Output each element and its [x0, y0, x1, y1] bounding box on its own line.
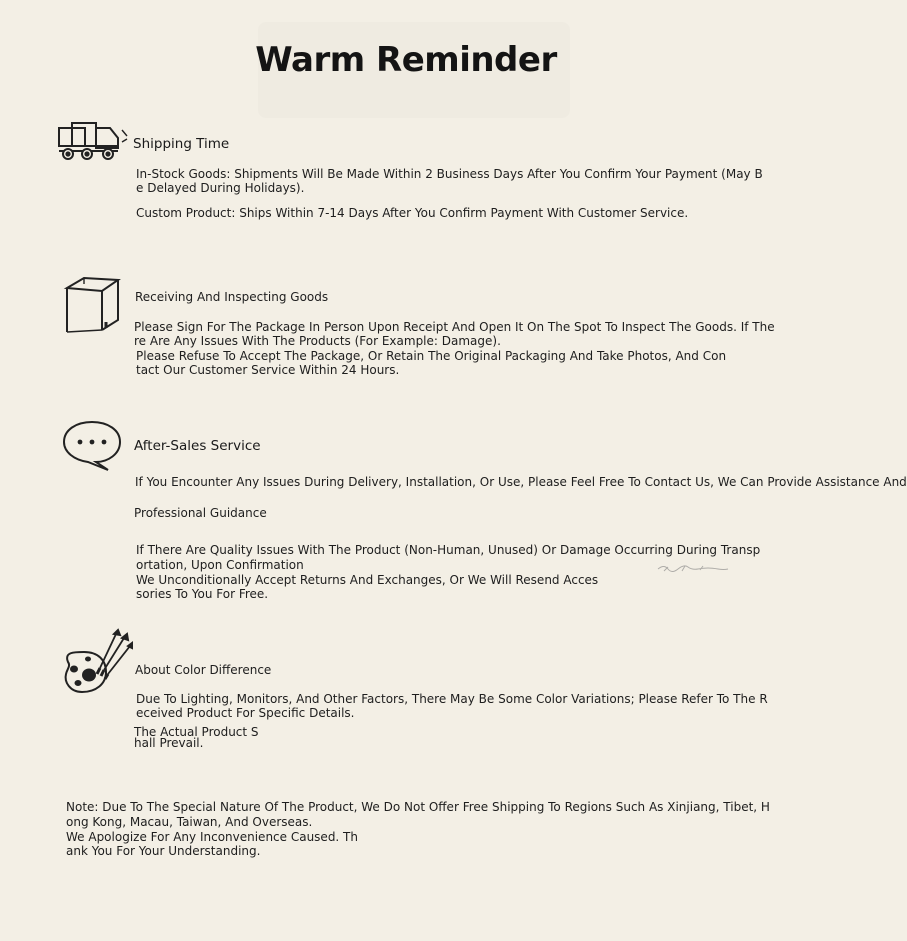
- palette-icon: [60, 628, 132, 696]
- color-text-1: Due To Lighting, Monitors, And Other Factors, There May Be Some Color Variations; Please Refer To The R: [136, 692, 768, 706]
- after-sales-text-3: If There Are Quality Issues With The Product (Non-Human, Unused) Or Damage Occurring During Transp: [136, 543, 761, 557]
- after-sales-text-6: sories To You For Free.: [136, 587, 269, 601]
- shipping-text-1: In-Stock Goods: Shipments Will Be Made Within 2 Business Days After You Confirm Your Payment (May B: [136, 167, 763, 181]
- color-text-4: hall Prevail.: [134, 736, 204, 750]
- truck-icon: [56, 120, 130, 164]
- note-text-2: ong Kong, Macau, Taiwan, And Overseas.: [66, 815, 313, 829]
- receiving-text-2: re Are Any Issues With The Products (For Example: Damage).: [134, 334, 501, 348]
- after-sales-heading: After-Sales Service: [134, 438, 261, 454]
- page-title: Warm Reminder: [255, 40, 557, 80]
- receiving-text-3: Please Refuse To Accept The Package, Or Retain The Original Packaging And Take Photos, And Con: [136, 349, 727, 363]
- shipping-text-2: e Delayed During Holidays).: [136, 181, 305, 195]
- note-text-4: ank You For Your Understanding.: [66, 844, 261, 858]
- after-sales-text-1: If You Encounter Any Issues During Delivery, Installation, Or Use, Please Feel Free To Contact Us, We Can Provide Assistance And: [135, 475, 907, 489]
- receiving-heading: Receiving And Inspecting Goods: [135, 290, 329, 304]
- color-heading: About Color Difference: [135, 663, 272, 677]
- color-text-3: The Actual Product S: [134, 725, 259, 739]
- note-text-3: We Apologize For Any Inconvenience Caused. Th: [66, 830, 358, 844]
- after-sales-text-2: Professional Guidance: [134, 506, 267, 520]
- receiving-text-4: tact Our Customer Service Within 24 Hours.: [136, 363, 400, 377]
- after-sales-text-5: We Unconditionally Accept Returns And Exchanges, Or We Will Resend Acces: [136, 573, 599, 587]
- receiving-text-1: Please Sign For The Package In Person Upon Receipt And Open It On The Spot To Inspect The Goods. If The: [134, 320, 775, 334]
- box-icon: [62, 274, 122, 342]
- note-text-1: Note: Due To The Special Nature Of The Product, We Do Not Offer Free Shipping To Regions Such As Xinjiang, Tibet, H: [66, 800, 770, 814]
- after-sales-text-4: ortation, Upon Confirmation: [136, 558, 304, 572]
- decorative-smudge: [656, 560, 736, 574]
- speech-bubble-icon: [62, 418, 124, 474]
- shipping-heading: Shipping Time: [133, 136, 230, 152]
- shipping-text-3: Custom Product: Ships Within 7-14 Days After You Confirm Payment With Customer Service.: [136, 206, 689, 220]
- color-text-2: eceived Product For Specific Details.: [136, 706, 355, 720]
